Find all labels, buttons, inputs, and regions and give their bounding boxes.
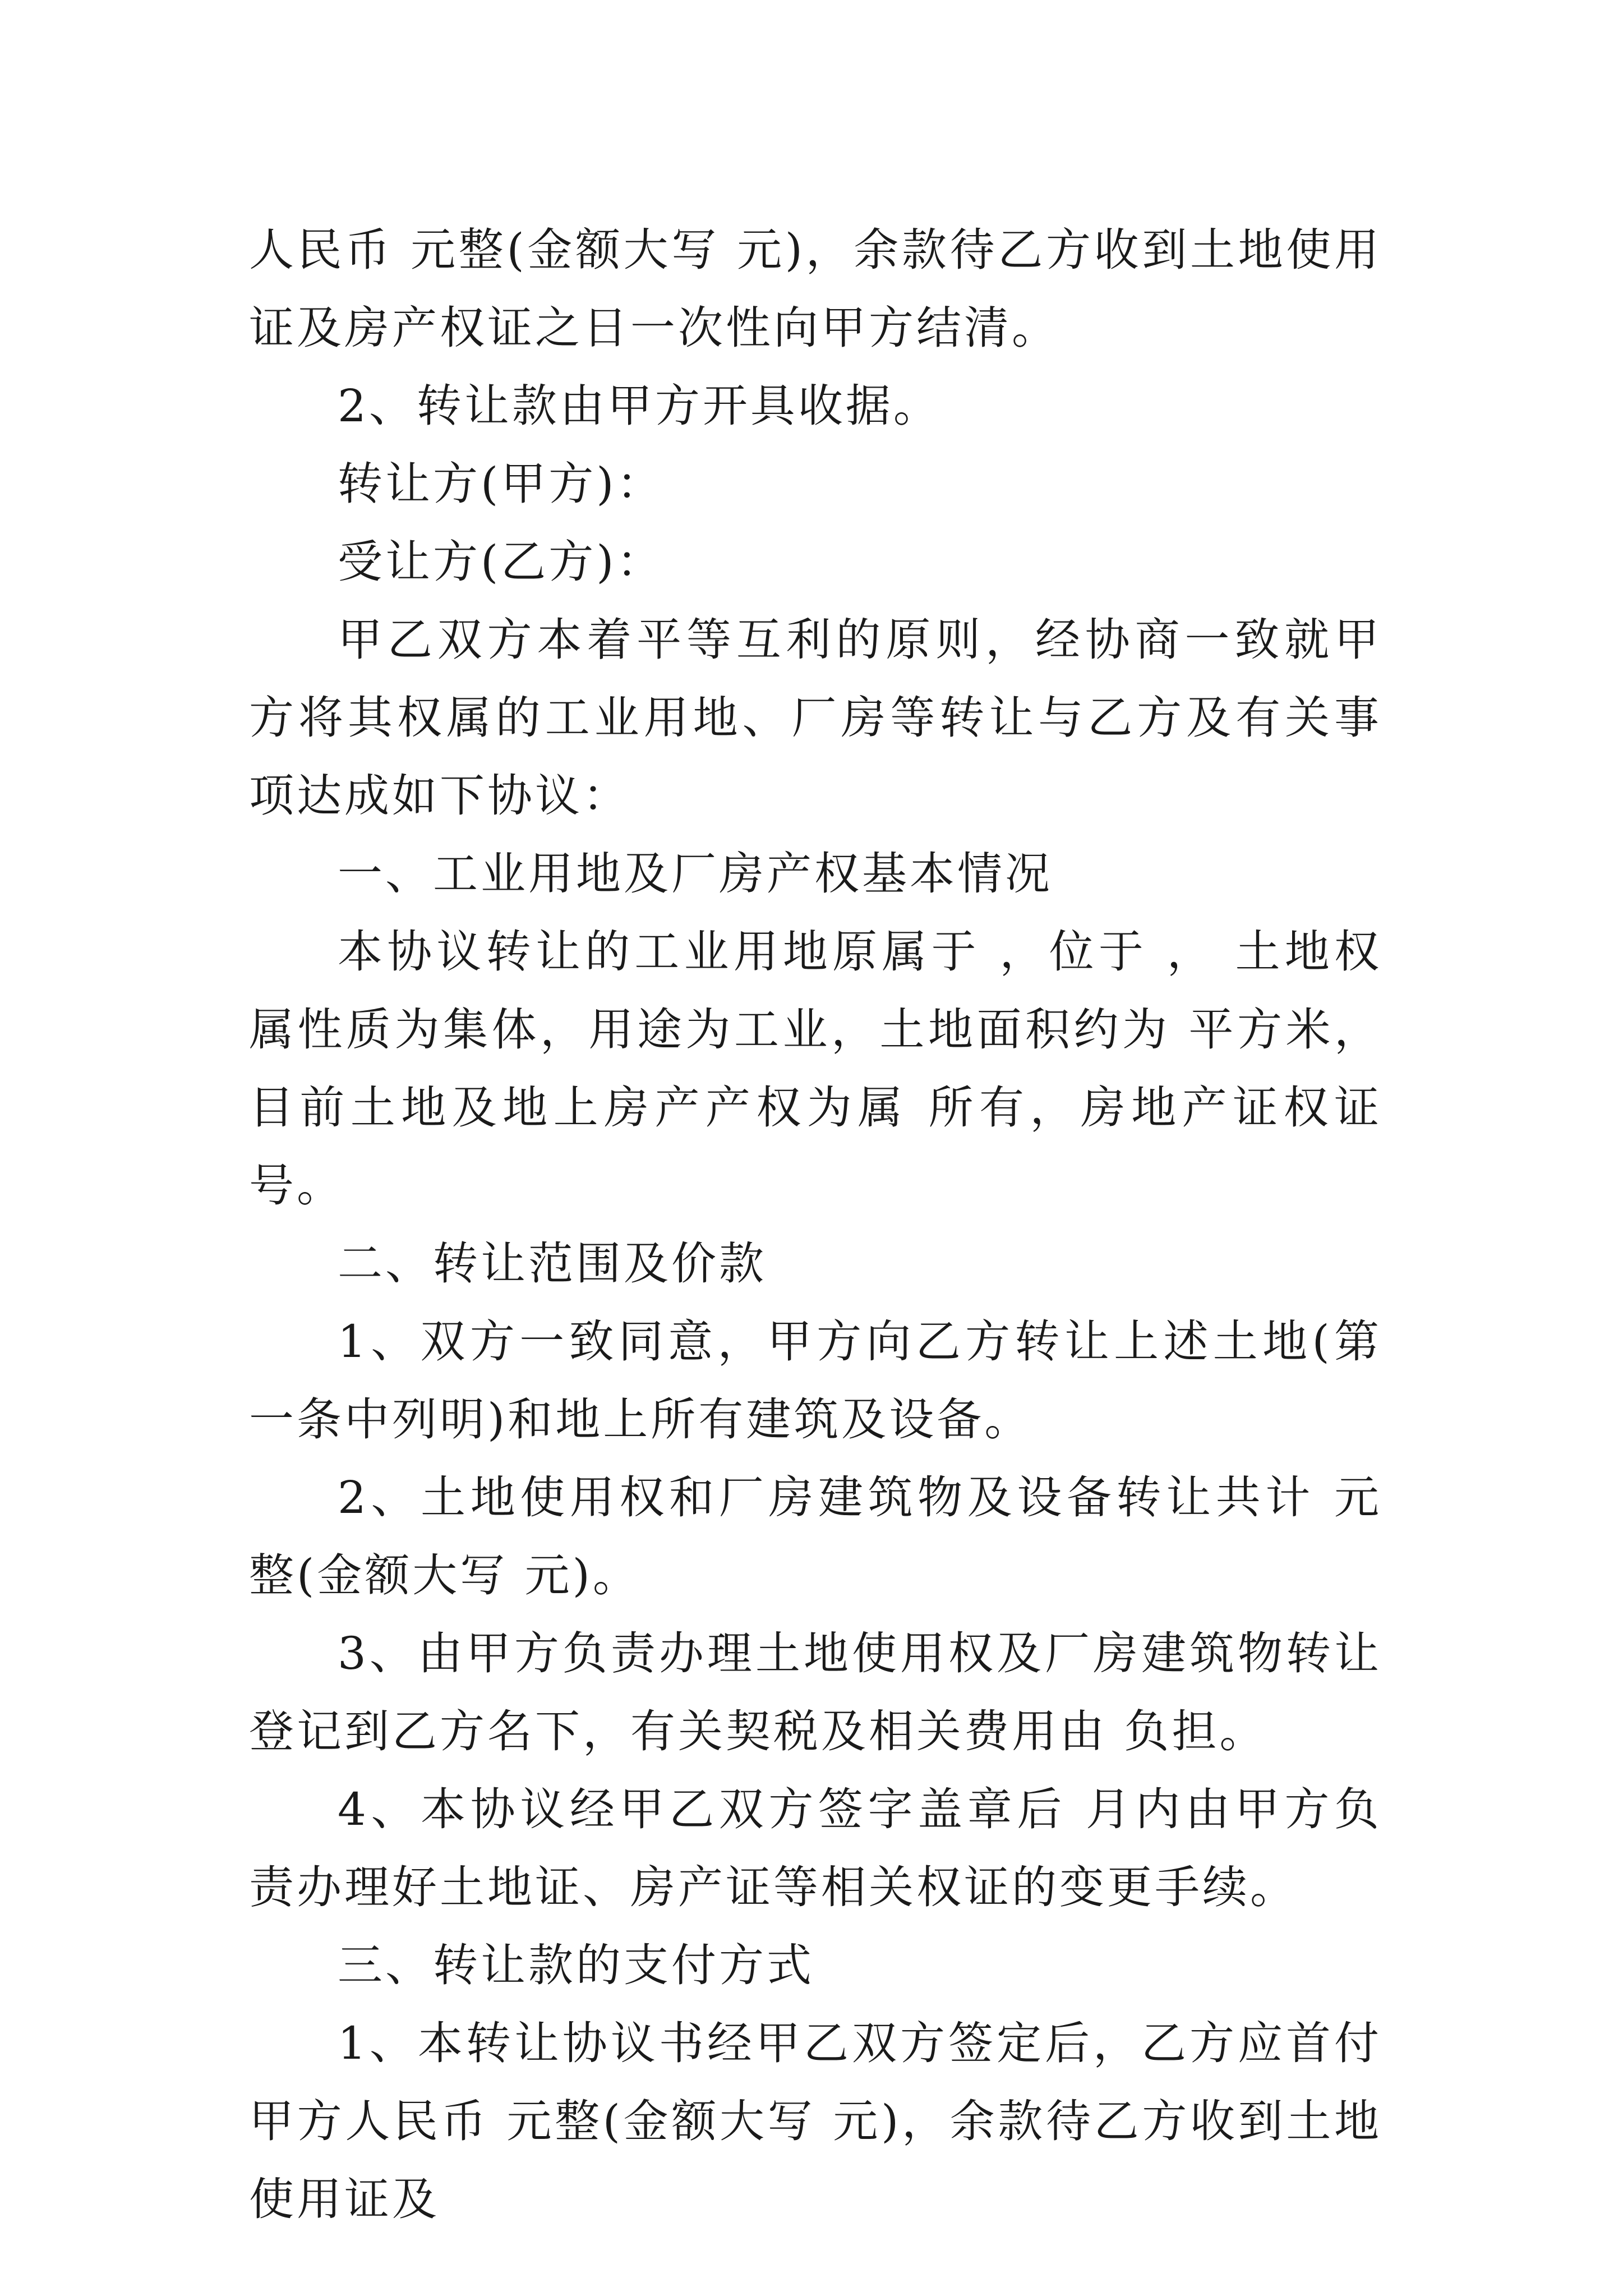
paragraph-payment-balance: 人民币 元整(金额大写 元)，余款待乙方收到土地使用证及房产权证之日一次性向甲方结清。 xyxy=(249,224,1382,354)
paragraph-preamble: 甲乙双方本着平等互利的原则，经协商一致就甲方将其权属的工业用地、厂房等转让与乙方及有关事项达成如下协议： xyxy=(249,614,1382,822)
paragraph-receipt: 2、转让款由甲方开具收据。 xyxy=(338,380,941,432)
paragraph-first-payment: 1、本转让协议书经甲乙双方签定后，乙方应首付甲方人民币 元整(金额大写 元)，余款待乙方收到土地使用证及 xyxy=(249,2017,1382,2225)
paragraph-land-description: 本协议转让的工业用地原属于 ，位于 ， 土地权属性质为集体，用途为工业，土地面积约为 平方米，目前土地及地上房产产权为属 所有，房地产证权证号。 xyxy=(249,926,1382,1212)
section-heading-1: 一、工业用地及厂房产权基本情况 xyxy=(338,848,1053,900)
paragraph-scope: 1、双方一致同意，甲方向乙方转让上述土地(第一条中列明)和地上所有建筑及设备。 xyxy=(249,1315,1382,1446)
document-page xyxy=(249,211,1382,2238)
paragraph-transferee: 受让方(乙方)： xyxy=(338,536,665,588)
paragraph-certificate-change: 4、本协议经甲乙双方签字盖章后 月内由甲方负责办理好土地证、房产证等相关权证的变更手续。 xyxy=(249,1783,1382,1913)
paragraph-transferor: 转让方(甲方)： xyxy=(338,458,665,510)
section-heading-3: 三、转让款的支付方式 xyxy=(338,1939,814,1991)
section-heading-2: 二、转让范围及价款 xyxy=(338,1237,767,1290)
paragraph-registration: 3、由甲方负责办理土地使用权及厂房建筑物转让登记到乙方名下，有关契税及相关费用由 负担。 xyxy=(249,1627,1382,1757)
paragraph-price: 2、土地使用权和厂房建筑物及设备转让共计 元整(金额大写 元)。 xyxy=(249,1471,1382,1602)
